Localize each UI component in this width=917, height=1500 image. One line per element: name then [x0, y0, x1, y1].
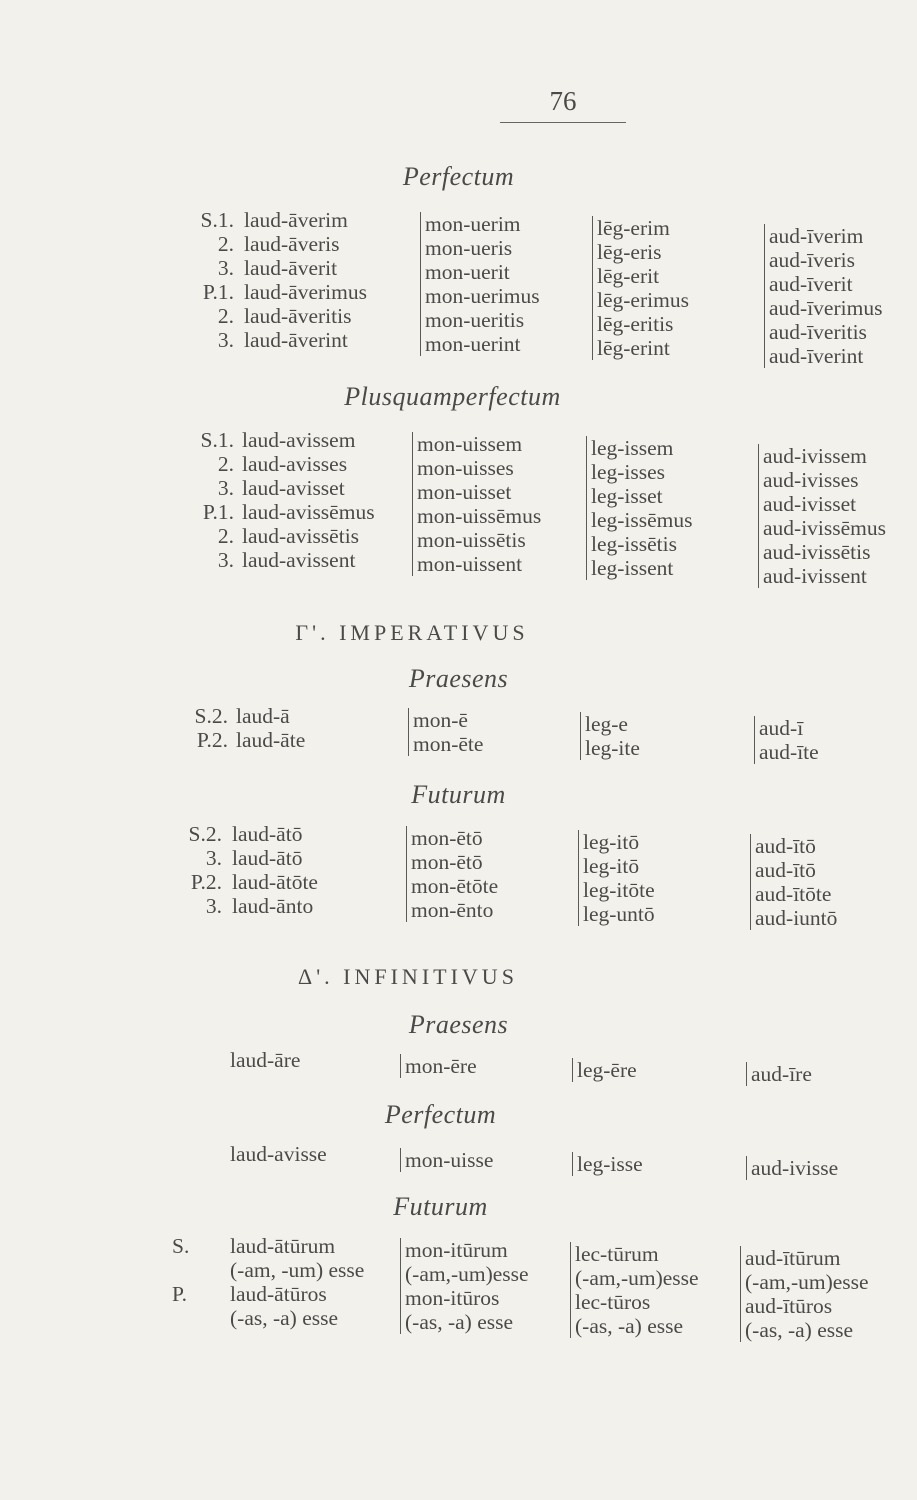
infinitivus-futurum-cell: laud-ātūros [230, 1282, 327, 1306]
perfectum-cell: aud-īveris [769, 248, 855, 272]
imperativus-futurum-cell: aud-ītō [755, 834, 816, 858]
infinitivus-futurum-cell: lec-tūrum [575, 1242, 659, 1266]
imperativus-futurum-cell: laud-ānto [232, 894, 314, 918]
infinitivus-futurum-column-4 [740, 1246, 917, 1342]
imperativus-futurum-column-2 [406, 826, 498, 922]
plusquamperfectum-column-3 [586, 436, 693, 580]
imperativus-futurum-cell: aud-iuntō [755, 906, 838, 930]
perfectum-cell: mon-uerim [425, 212, 521, 236]
plusquamperfectum-cell: mon-uisset [417, 480, 512, 504]
plusquamperfectum-cell: laud-avisses [242, 452, 348, 476]
imperativus-futurum-cell: leg-itō [583, 830, 640, 854]
page-number-rule [500, 122, 626, 123]
plusquamperfectum-cell: aud-ivissētis [763, 540, 871, 564]
infinitivus-futurum-cell: (-am,-um)esse [405, 1262, 529, 1286]
infinitivus-futurum-cell: lec-tūros [575, 1290, 651, 1314]
plusquamperfectum-cell: laud-avissētis [242, 524, 360, 548]
perfectum-cell: mon-uerint [425, 332, 521, 356]
imperativus-futurum-cell: leg-untō [583, 902, 655, 926]
imperativus-praesens-column-2 [408, 708, 483, 756]
infinitivus-perfectum-cell: aud-ivisse [751, 1156, 839, 1180]
infinitivus-praesens-column-4 [746, 1062, 812, 1086]
infinitivus-futurum-cell: (-am,-um)esse [575, 1266, 699, 1290]
plusquamperfectum-cell: mon-uissem [417, 432, 523, 456]
plusquamperfectum-heading: Plusquamperfectum [344, 382, 561, 411]
row-label: 2. [217, 524, 234, 548]
imperativus-title: Γ'. IMPERATIVUS [295, 620, 529, 645]
perfectum-cell: lēg-erint [597, 336, 670, 360]
perfectum-cell: lēg-erim [597, 216, 670, 240]
infinitivus-title: Δ'. INFINITIVUS [298, 964, 518, 989]
imperativus-futurum-column-3 [578, 830, 655, 926]
infinitivus-futurum-cell: (-as, -a) esse [745, 1318, 854, 1342]
plusquamperfectum-cell: mon-uissēmus [417, 504, 542, 528]
perfectum-cell: lēg-erit [597, 264, 660, 288]
imperativus-futurum-cell: leg-itō [583, 854, 640, 878]
perfectum-cell: aud-īverim [769, 224, 864, 248]
perfectum-heading: Perfectum [402, 162, 515, 191]
perfectum-cell: aud-īverint [769, 344, 864, 368]
perfectum-cell: aud-īverit [769, 272, 853, 296]
infinitivus-futurum-column-2 [400, 1238, 529, 1334]
imperativus-futurum-cell: aud-ītōte [755, 882, 832, 906]
imperativus-futurum-cell: laud-ātō [232, 846, 303, 870]
plusquamperfectum-cell: laud-avissem [242, 428, 356, 452]
infinitivus-futurum-cell: aud-ītūrum [745, 1246, 841, 1270]
perfectum-cell: lēg-eritis [597, 312, 674, 336]
infinitivus-praesens-column-3 [572, 1058, 637, 1082]
row-label: P.1. [202, 500, 234, 524]
infinitivus-praesens-cell: leg-ēre [577, 1058, 637, 1082]
imperativus-futurum-cell: mon-ētōte [411, 874, 499, 898]
perfectum-cell: mon-ueritis [425, 308, 525, 332]
imperativus-futurum-cell: mon-ētō [411, 826, 483, 850]
imperativus-praesens-cell: aud-ī [759, 716, 804, 740]
row-label: 3. [217, 256, 234, 280]
imperativus-futurum-cell: mon-ēnto [411, 898, 494, 922]
infinitivus-perfectum-heading: Perfectum [384, 1100, 497, 1129]
row-label: 2. [217, 452, 234, 476]
infinitivus-praesens-cell: laud-āre [230, 1048, 301, 1072]
infinitivus-futurum-cell: (-as, -a) esse [405, 1310, 514, 1334]
imperativus-praesens-column-3 [580, 712, 640, 760]
infinitivus-perfectum-column-2 [400, 1148, 493, 1172]
perfectum-cell: lēg-erimus [597, 288, 689, 312]
imperativus-futurum-cell: aud-ītō [755, 858, 816, 882]
plusquamperfectum-column-4 [758, 444, 917, 588]
infinitivus-futurum-heading: Futurum [393, 1192, 488, 1221]
perfectum-column-4 [764, 224, 917, 368]
imperativus-praesens-cell: mon-ēte [413, 732, 484, 756]
plusquamperfectum-cell: leg-isset [591, 484, 663, 508]
infinitivus-praesens-cell: mon-ēre [405, 1054, 477, 1078]
infinitivus-futurum-cell: mon-itūros [405, 1286, 500, 1310]
row-label: 3. [217, 548, 234, 572]
perfectum-cell: laud-āverint [244, 328, 348, 352]
row-label: 3. [217, 328, 234, 352]
plusquamperfectum-column-2 [412, 432, 541, 576]
infinitivus-futurum-cell: (-as, -a) esse [575, 1314, 684, 1338]
row-label: 3. [205, 846, 222, 870]
row-label: 3. [205, 894, 222, 918]
imperativus-futurum-column-4 [750, 834, 837, 930]
plusquamperfectum-cell: leg-issētis [591, 532, 677, 556]
plusquamperfectum-cell: aud-ivissēmus [763, 516, 887, 540]
perfectum-cell: lēg-eris [597, 240, 662, 264]
row-label: 3. [217, 476, 234, 500]
row-label: P.2. [190, 870, 222, 894]
perfectum-cell: laud-āverimus [244, 280, 367, 304]
row-label: P. [172, 1282, 187, 1306]
perfectum-cell: laud-āverim [244, 208, 348, 232]
infinitivus-futurum-cell: (-am,-um)esse [745, 1270, 869, 1294]
row-label: S. [172, 1234, 190, 1258]
plusquamperfectum-cell: aud-ivissent [763, 564, 867, 588]
row-label: P.1. [202, 280, 234, 304]
plusquamperfectum-cell: laud-avisset [242, 476, 345, 500]
infinitivus-futurum-cell: (-am, -um) esse [230, 1258, 365, 1282]
row-label: 2. [217, 304, 234, 328]
plusquamperfectum-cell: mon-uissētis [417, 528, 526, 552]
row-label: S.2. [188, 822, 222, 846]
infinitivus-futurum-cell: laud-ātūrum [230, 1234, 336, 1258]
imperativus-praesens-cell: leg-e [585, 712, 628, 736]
imperativus-praesens-cell: mon-ē [413, 708, 468, 732]
plusquamperfectum-cell: laud-avissent [242, 548, 356, 572]
infinitivus-perfectum-cell: leg-isse [577, 1152, 643, 1176]
imperativus-futurum-cell: laud-ātōte [232, 870, 318, 894]
infinitivus-futurum-cell: aud-ītūros [745, 1294, 833, 1318]
plusquamperfectum-cell: leg-issent [591, 556, 674, 580]
plusquamperfectum-cell: aud-ivisset [763, 492, 857, 516]
infinitivus-futurum-cell: mon-itūrum [405, 1238, 508, 1262]
perfectum-cell: aud-īverimus [769, 296, 883, 320]
perfectum-cell: laud-āveris [244, 232, 340, 256]
perfectum-cell: mon-uerimus [425, 284, 540, 308]
imperativus-futurum-heading: Futurum [411, 780, 506, 809]
row-label: P.2. [196, 728, 228, 752]
plusquamperfectum-cell: leg-issēmus [591, 508, 693, 532]
imperativus-praesens-cell: leg-ite [585, 736, 640, 760]
infinitivus-futurum-column-3 [570, 1242, 699, 1338]
infinitivus-praesens-cell: aud-īre [751, 1062, 812, 1086]
perfectum-cell: mon-uerit [425, 260, 510, 284]
plusquamperfectum-cell: aud-ivissem [763, 444, 867, 468]
imperativus-praesens-cell: laud-ā [236, 704, 290, 728]
imperativus-praesens-cell: laud-āte [236, 728, 306, 752]
plusquamperfectum-cell: laud-avissēmus [242, 500, 375, 524]
row-label: S.1. [200, 428, 234, 452]
page-number: 76 [549, 86, 577, 116]
imperativus-futurum-cell: laud-ātō [232, 822, 303, 846]
plusquamperfectum-cell: aud-ivisses [763, 468, 859, 492]
plusquamperfectum-cell: mon-uisses [417, 456, 514, 480]
plusquamperfectum-cell: leg-isses [591, 460, 666, 484]
infinitivus-perfectum-cell: mon-uisse [405, 1148, 494, 1172]
perfectum-cell: laud-āveritis [244, 304, 352, 328]
imperativus-praesens-heading: Praesens [408, 664, 509, 693]
perfectum-column-2 [420, 212, 540, 356]
perfectum-cell: laud-āverit [244, 256, 338, 280]
infinitivus-praesens-column-2 [400, 1054, 477, 1078]
row-label: S.1. [200, 208, 234, 232]
infinitivus-praesens-heading: Praesens [408, 1010, 509, 1039]
imperativus-praesens-cell: aud-īte [759, 740, 819, 764]
infinitivus-futurum-cell: (-as, -a) esse [230, 1306, 339, 1330]
row-label: 2. [217, 232, 234, 256]
imperativus-futurum-cell: leg-itōte [583, 878, 655, 902]
imperativus-futurum-cell: mon-ētō [411, 850, 483, 874]
infinitivus-perfectum-column-3 [572, 1152, 643, 1176]
plusquamperfectum-cell: mon-uissent [417, 552, 523, 576]
plusquamperfectum-cell: leg-issem [591, 436, 674, 460]
perfectum-cell: mon-ueris [425, 236, 513, 260]
infinitivus-perfectum-column-4 [746, 1156, 838, 1180]
imperativus-praesens-column-4 [754, 716, 819, 764]
perfectum-cell: aud-īveritis [769, 320, 867, 344]
row-label: S.2. [194, 704, 228, 728]
infinitivus-perfectum-cell: laud-avisse [230, 1142, 327, 1166]
perfectum-column-3 [592, 216, 689, 360]
